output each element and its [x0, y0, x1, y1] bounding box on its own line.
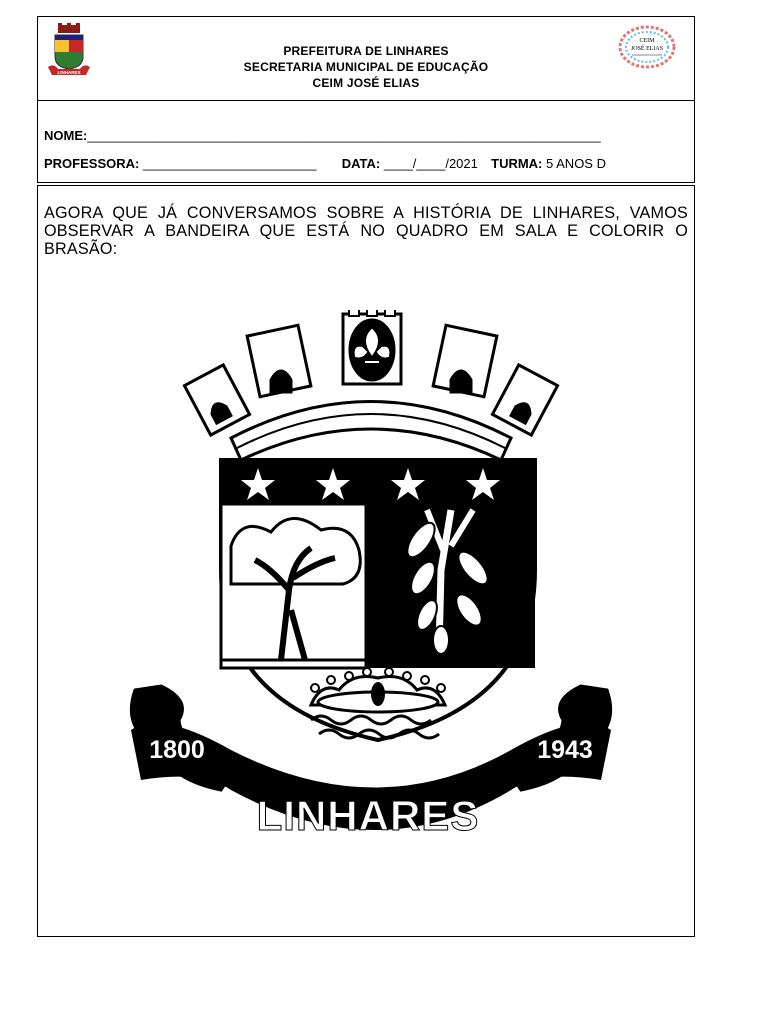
instruction-text: AGORA QUE JÁ CONVERSAMOS SOBRE A HISTÓRIA DE LINHARES, VAMOS OBSERVAR A BANDEIRA QUE ESTÁ NO QUADRO EM SALA E COLORIR O BRASÃO: — [44, 204, 688, 258]
header-line-prefeitura: PREFEITURA DE LINHARES — [283, 44, 449, 58]
header-titles — [38, 43, 694, 91]
tree-quarter — [221, 504, 366, 668]
left-logo-text: LINHARES — [57, 70, 81, 75]
student-fields — [37, 100, 695, 183]
mural-crown — [184, 310, 557, 460]
cacao-quarter — [366, 504, 535, 668]
turma-value: 5 ANOS D — [546, 156, 606, 171]
professora-label: PROFESSORA: — [44, 156, 140, 171]
header-line-ceim: CEIM JOSÉ ELIAS — [312, 76, 420, 90]
nome-label: NOME: — [44, 128, 88, 143]
turma-label: TURMA: — [491, 156, 543, 171]
shield — [221, 460, 535, 740]
crest-year-right: 1943 — [537, 736, 593, 764]
right-logo-text-1: CEIM — [639, 38, 655, 44]
data-label: DATA: — [341, 156, 381, 171]
linhares-crest-coloring-image — [121, 310, 621, 850]
data-input-line[interactable]: ____/____/2021 — [383, 156, 478, 171]
nome-input-line[interactable]: _______________________________________________________________________ — [87, 128, 601, 143]
crest-year-left: 1800 — [149, 736, 205, 764]
right-logo-text-2: JOSÉ ELIAS — [630, 46, 664, 52]
ceim-jose-elias-logo — [618, 25, 676, 69]
professora-input-line[interactable]: ________________________ — [142, 156, 317, 171]
header-line-secretaria: SECRETARIA MUNICIPAL DE EDUCAÇÃO — [243, 60, 489, 74]
activity-area — [37, 185, 695, 937]
professora-row — [44, 156, 606, 171]
nome-row — [44, 128, 601, 143]
crest-banner-text: LINHARES — [256, 792, 480, 839]
document-header — [37, 16, 695, 101]
